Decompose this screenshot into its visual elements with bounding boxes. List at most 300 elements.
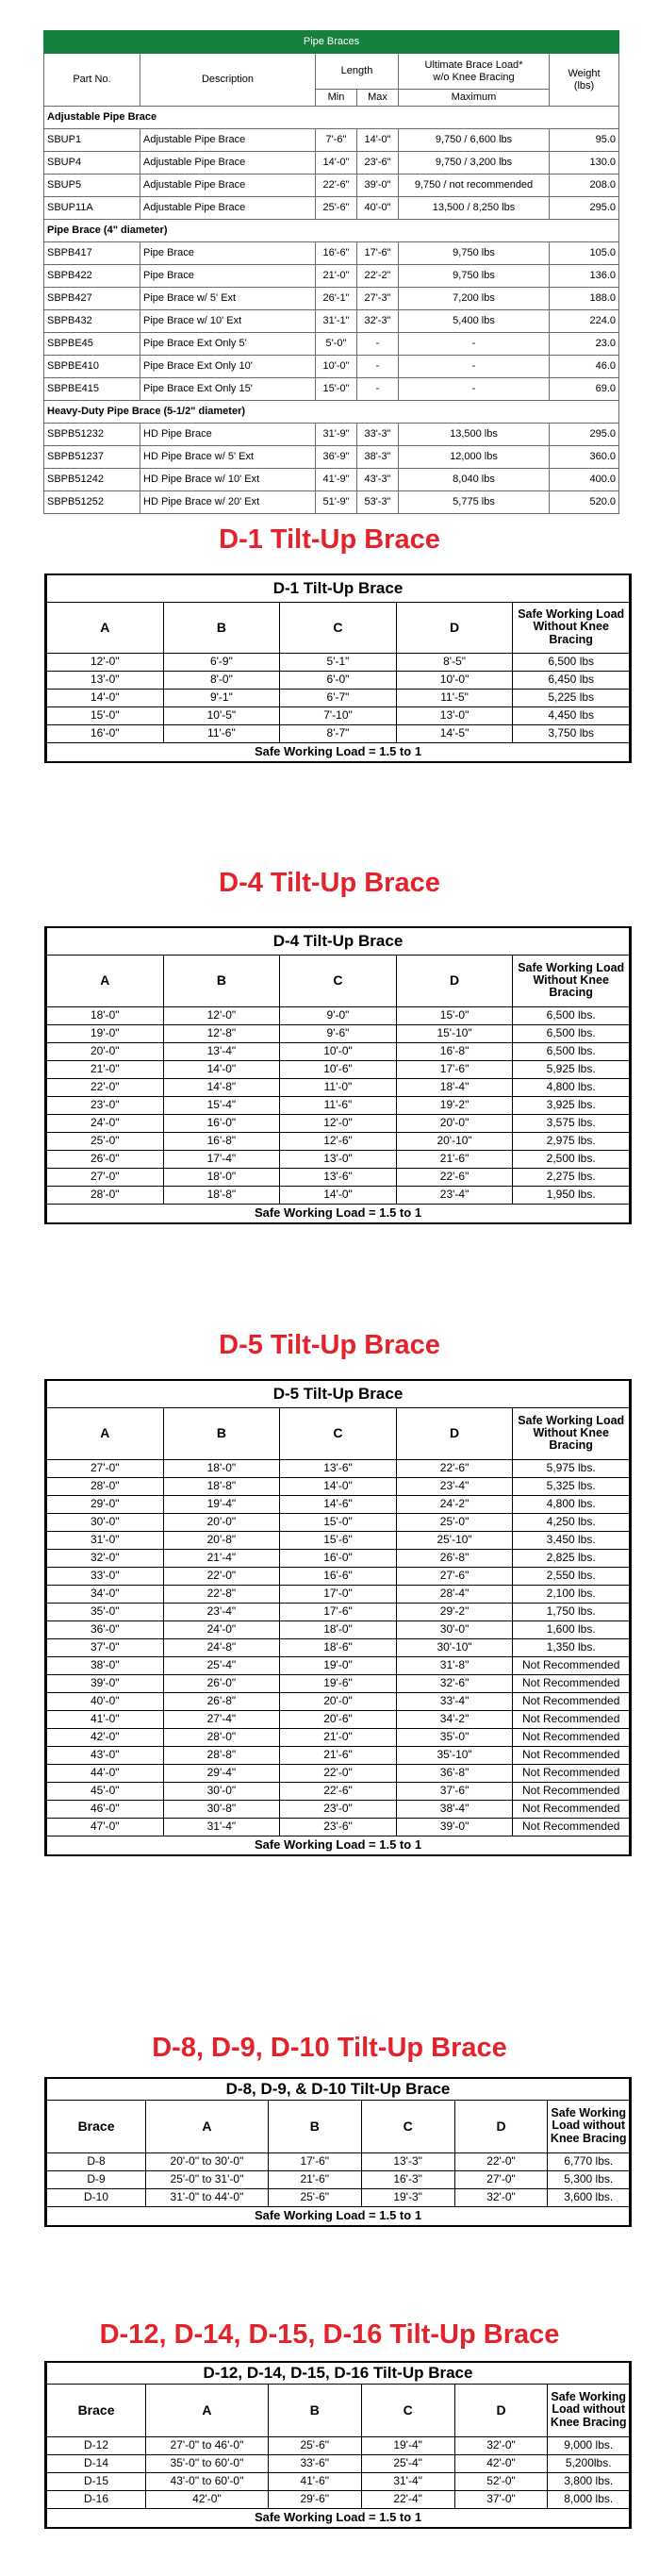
- table-cell: 12,000 lbs: [399, 446, 550, 469]
- table-cell: 42'-0": [454, 2454, 548, 2472]
- table-cell: 30'-10": [396, 1638, 513, 1656]
- table-cell: 53'-3": [357, 491, 399, 514]
- table-cell: 6'-7": [280, 689, 397, 706]
- table-cell: 20'-0": [396, 1114, 513, 1132]
- d12-footer: Safe Working Load = 1.5 to 1: [47, 2508, 630, 2527]
- table-row: [47, 2436, 630, 2454]
- header-description: Description: [140, 54, 316, 107]
- d12-table: [44, 2361, 632, 2529]
- table-cell: 13'-6": [280, 1459, 397, 1477]
- table-row: [47, 1042, 630, 1060]
- table-cell: 35'-0": [47, 1603, 164, 1620]
- table-cell: 22'-0": [454, 2152, 548, 2170]
- d8-table-title: D-8, D-9, & D-10 Tilt-Up Brace: [47, 2079, 630, 2100]
- d1-footer: Safe Working Load = 1.5 to 1: [47, 742, 630, 761]
- table-cell: 6,450 lbs: [513, 671, 630, 689]
- table-cell: 31'-0": [47, 1531, 164, 1549]
- table-cell: SBPB51242: [44, 469, 140, 491]
- table-cell: D-15: [47, 2472, 146, 2490]
- table-row: [44, 469, 619, 491]
- table-cell: 5,925 lbs.: [513, 1060, 630, 1078]
- table-cell: 27'-6": [396, 1567, 513, 1585]
- table-cell: 34'-0": [47, 1585, 164, 1603]
- table-cell: 46.0: [550, 356, 619, 378]
- table-cell: 13,500 / 8,250 lbs: [399, 197, 550, 220]
- d1-col-d: D: [396, 602, 513, 653]
- table-cell: -: [399, 333, 550, 356]
- table-cell: 95.0: [550, 129, 619, 152]
- table-cell: HD Pipe Brace w/ 5' Ext: [140, 446, 316, 469]
- table-cell: 5,325 lbs.: [513, 1477, 630, 1495]
- table-cell: 52'-0": [454, 2472, 548, 2490]
- table-cell: 18'-6": [280, 1638, 397, 1656]
- table-cell: 24'-2": [396, 1495, 513, 1513]
- table-cell: 20'-0": [280, 1692, 397, 1710]
- table-cell: 9,750 / not recommended: [399, 175, 550, 197]
- table-cell: 8,040 lbs: [399, 469, 550, 491]
- table-cell: 15'-6": [280, 1531, 397, 1549]
- table-cell: 18'-0": [163, 1459, 280, 1477]
- table-cell: 3,750 lbs: [513, 724, 630, 742]
- table-cell: 37'-0": [454, 2490, 548, 2508]
- pipe-section-title: Adjustable Pipe Brace: [44, 107, 619, 129]
- table-cell: 16'-0": [280, 1549, 397, 1567]
- table-cell: 23'-4": [396, 1477, 513, 1495]
- table-cell: 51'-9": [316, 491, 357, 514]
- pipe-braces-table: [43, 30, 619, 514]
- table-row: [47, 2170, 630, 2188]
- table-cell: 47'-0": [47, 1818, 164, 1836]
- d8-heading: D-8, D-9, D-10 Tilt-Up Brace: [152, 2033, 507, 2063]
- table-cell: 24'-0": [163, 1620, 280, 1638]
- table-cell: 2,825 lbs.: [513, 1549, 630, 1567]
- table-cell: 41'-6": [268, 2472, 361, 2490]
- d1-col-swl: Safe Working Load Without Knee Bracing: [513, 602, 630, 653]
- table-cell: 1,350 lbs.: [513, 1638, 630, 1656]
- header-ultimate-line1: Ultimate Brace Load*: [424, 59, 523, 72]
- d12-table-body: [47, 2436, 630, 2508]
- table-cell: 30'-0": [396, 1620, 513, 1638]
- table-row: [47, 2454, 630, 2472]
- table-cell: 29'-6": [268, 2490, 361, 2508]
- d5-table-title: D-5 Tilt-Up Brace: [47, 1381, 630, 1407]
- table-cell: 46'-0": [47, 1800, 164, 1818]
- table-cell: 39'-0": [357, 175, 399, 197]
- table-cell: 31'-4": [361, 2472, 454, 2490]
- table-cell: SBPB51252: [44, 491, 140, 514]
- table-cell: HD Pipe Brace w/ 10' Ext: [140, 469, 316, 491]
- header-min: Min: [316, 90, 357, 107]
- d1-table: [44, 573, 632, 763]
- table-cell: 34'-2": [396, 1710, 513, 1728]
- pipe-braces-banner: Pipe Braces: [44, 31, 619, 54]
- table-cell: 14'-0": [357, 129, 399, 152]
- table-row: [44, 424, 619, 446]
- table-cell: 14'-8": [163, 1078, 280, 1096]
- table-row: [47, 1114, 630, 1132]
- table-cell: 12'-0": [280, 1114, 397, 1132]
- table-cell: 2,275 lbs.: [513, 1168, 630, 1186]
- table-cell: Adjustable Pipe Brace: [140, 175, 316, 197]
- table-cell: 3,925 lbs.: [513, 1096, 630, 1114]
- table-cell: 15'-0": [280, 1513, 397, 1531]
- table-cell: 21'-6": [280, 1746, 397, 1764]
- table-cell: 400.0: [550, 469, 619, 491]
- table-row: [44, 129, 619, 152]
- table-cell: Not Recommended: [513, 1728, 630, 1746]
- table-cell: 14'-5": [396, 724, 513, 742]
- table-row: [44, 242, 619, 265]
- table-cell: 33'-3": [357, 424, 399, 446]
- table-cell: 6,500 lbs.: [513, 1024, 630, 1042]
- table-row: [47, 1620, 630, 1638]
- table-cell: 9,750 / 6,600 lbs: [399, 129, 550, 152]
- table-row: [47, 1728, 630, 1746]
- table-cell: Pipe Brace: [140, 265, 316, 288]
- table-cell: 44'-0": [47, 1764, 164, 1782]
- d12-table-title: D-12, D-14, D-15, D-16 Tilt-Up Brace: [47, 2363, 630, 2384]
- table-cell: 9,750 / 3,200 lbs: [399, 152, 550, 175]
- table-cell: 20'-8": [163, 1531, 280, 1549]
- table-cell: 21'-4": [163, 1549, 280, 1567]
- table-cell: 13'-6": [280, 1168, 397, 1186]
- table-cell: 22'-0": [280, 1764, 397, 1782]
- table-cell: 5,300 lbs.: [548, 2170, 630, 2188]
- table-row: [47, 1818, 630, 1836]
- table-row: [47, 1603, 630, 1620]
- table-cell: 21'-6": [268, 2170, 361, 2188]
- table-row: [44, 288, 619, 310]
- table-row: [47, 1800, 630, 1818]
- table-cell: HD Pipe Brace w/ 20' Ext: [140, 491, 316, 514]
- table-cell: 25'-6": [268, 2188, 361, 2206]
- table-cell: 17'-4": [163, 1150, 280, 1168]
- table-cell: 3,575 lbs.: [513, 1114, 630, 1132]
- table-cell: D-16: [47, 2490, 146, 2508]
- table-cell: 520.0: [550, 491, 619, 514]
- table-cell: 5'-0": [316, 333, 357, 356]
- table-row: [47, 2472, 630, 2490]
- table-cell: SBPBE45: [44, 333, 140, 356]
- table-cell: 130.0: [550, 152, 619, 175]
- table-cell: 31'-0" to 44'-0": [146, 2188, 269, 2206]
- table-cell: 2,975 lbs.: [513, 1132, 630, 1150]
- table-cell: 19'-4": [163, 1495, 280, 1513]
- table-cell: 26'-0": [163, 1674, 280, 1692]
- table-cell: 8'-0": [163, 671, 280, 689]
- table-cell: -: [357, 356, 399, 378]
- table-cell: 9,750 lbs: [399, 265, 550, 288]
- header-maximum: Maximum: [399, 90, 550, 107]
- table-cell: 33'-4": [396, 1692, 513, 1710]
- table-cell: SBUP4: [44, 152, 140, 175]
- table-cell: SBPB51232: [44, 424, 140, 446]
- table-cell: 8'-5": [396, 653, 513, 671]
- table-cell: 31'-9": [316, 424, 357, 446]
- d5-col-swl: Safe Working Load Without Knee Bracing: [513, 1407, 630, 1459]
- d5-col-d: D: [396, 1407, 513, 1459]
- table-row: [47, 1710, 630, 1728]
- table-cell: 23'-4": [396, 1186, 513, 1204]
- table-row: [47, 1674, 630, 1692]
- d12-heading: D-12, D-14, D-15, D-16 Tilt-Up Brace: [99, 2319, 560, 2350]
- table-row: [47, 1459, 630, 1477]
- d4-col-swl: Safe Working Load Without Knee Bracing: [513, 955, 630, 1006]
- table-cell: 32'-3": [357, 310, 399, 333]
- d8-table-body: [47, 2152, 630, 2206]
- table-cell: 15'-0": [396, 1006, 513, 1024]
- table-cell: Pipe Brace w/ 5' Ext: [140, 288, 316, 310]
- d8-col-brace: Brace: [47, 2100, 146, 2152]
- table-row: [44, 310, 619, 333]
- table-cell: 25'-6": [268, 2436, 361, 2454]
- d5-table: [44, 1379, 632, 1856]
- table-cell: 1,600 lbs.: [513, 1620, 630, 1638]
- table-cell: D-12: [47, 2436, 146, 2454]
- d4-table-body: [47, 1006, 630, 1204]
- table-cell: 17'-6": [396, 1060, 513, 1078]
- table-cell: 38'-0": [47, 1656, 164, 1674]
- table-row: [47, 1585, 630, 1603]
- table-cell: 5,225 lbs: [513, 689, 630, 706]
- table-cell: 8'-7": [280, 724, 397, 742]
- table-row: [47, 1513, 630, 1531]
- d1-table-title: D-1 Tilt-Up Brace: [47, 575, 630, 602]
- table-cell: 29'-0": [47, 1495, 164, 1513]
- table-row: [47, 1495, 630, 1513]
- table-row: [47, 1782, 630, 1800]
- table-cell: 16'-0": [47, 724, 164, 742]
- table-row: [47, 1006, 630, 1024]
- table-cell: 5,775 lbs: [399, 491, 550, 514]
- d5-col-c: C: [280, 1407, 397, 1459]
- table-cell: 23'-0": [47, 1096, 164, 1114]
- header-weight: [550, 54, 619, 107]
- table-cell: 19'-0": [280, 1656, 397, 1674]
- table-cell: Not Recommended: [513, 1746, 630, 1764]
- table-cell: 22'-6": [316, 175, 357, 197]
- d12-col-b: B: [268, 2384, 361, 2436]
- d12-col-c: C: [361, 2384, 454, 2436]
- table-row: [47, 1186, 630, 1204]
- table-cell: 16'-6": [280, 1567, 397, 1585]
- pipe-section-title: Pipe Brace (4" diameter): [44, 220, 619, 242]
- table-cell: 15'-0": [316, 378, 357, 401]
- table-cell: 2,500 lbs.: [513, 1150, 630, 1168]
- table-cell: 27'-3": [357, 288, 399, 310]
- d5-col-a: A: [47, 1407, 164, 1459]
- table-cell: 25'-6": [316, 197, 357, 220]
- table-cell: 19'-6": [280, 1674, 397, 1692]
- table-row: [47, 1078, 630, 1096]
- d1-col-a: A: [47, 602, 164, 653]
- table-cell: 11'-6": [163, 724, 280, 742]
- table-cell: 40'-0": [357, 197, 399, 220]
- table-cell: 31'-8": [396, 1656, 513, 1674]
- table-cell: 24'-8": [163, 1638, 280, 1656]
- table-cell: 40'-0": [47, 1692, 164, 1710]
- table-row: [44, 333, 619, 356]
- d8-col-a: A: [146, 2100, 269, 2152]
- table-row: [44, 265, 619, 288]
- table-row: [47, 1746, 630, 1764]
- table-cell: 25'-0": [396, 1513, 513, 1531]
- table-row: [47, 689, 630, 706]
- table-cell: -: [399, 378, 550, 401]
- table-cell: 22'-4": [361, 2490, 454, 2508]
- table-row: [47, 1764, 630, 1782]
- table-cell: 35'-10": [396, 1746, 513, 1764]
- table-cell: 14'-0": [163, 1060, 280, 1078]
- table-cell: 17'-6": [280, 1603, 397, 1620]
- table-cell: 2,100 lbs.: [513, 1585, 630, 1603]
- table-cell: 45'-0": [47, 1782, 164, 1800]
- table-cell: 105.0: [550, 242, 619, 265]
- table-cell: 10'-0": [280, 1042, 397, 1060]
- table-row: [44, 378, 619, 401]
- table-cell: 1,950 lbs.: [513, 1186, 630, 1204]
- table-cell: 28'-0": [47, 1186, 164, 1204]
- table-cell: 10'-5": [163, 706, 280, 724]
- table-cell: 28'-8": [163, 1746, 280, 1764]
- d12-col-swl: Safe Working Load without Knee Bracing: [548, 2384, 630, 2436]
- d8-col-d: D: [454, 2100, 548, 2152]
- table-cell: 13'-4": [163, 1042, 280, 1060]
- d1-col-b: B: [163, 602, 280, 653]
- table-cell: 6,500 lbs.: [513, 1006, 630, 1024]
- d4-col-d: D: [396, 955, 513, 1006]
- table-cell: 19'-3": [361, 2188, 454, 2206]
- table-row: [47, 1567, 630, 1585]
- table-row: [47, 653, 630, 671]
- table-cell: 43'-0" to 60'-0": [146, 2472, 269, 2490]
- table-cell: 35'-0" to 60'-0": [146, 2454, 269, 2472]
- table-cell: 12'-6": [280, 1132, 397, 1150]
- table-cell: 4,800 lbs.: [513, 1078, 630, 1096]
- table-cell: 6,770 lbs.: [548, 2152, 630, 2170]
- table-cell: 20'-0": [163, 1513, 280, 1531]
- table-cell: 4,250 lbs.: [513, 1513, 630, 1531]
- table-cell: SBPB51237: [44, 446, 140, 469]
- table-cell: 23'-4": [163, 1603, 280, 1620]
- table-cell: 27'-0" to 46'-0": [146, 2436, 269, 2454]
- table-cell: 23'-0": [280, 1800, 397, 1818]
- table-cell: Pipe Brace Ext Only 10': [140, 356, 316, 378]
- table-cell: 18'-0": [280, 1620, 397, 1638]
- table-row: [44, 197, 619, 220]
- table-cell: 14'-0": [280, 1186, 397, 1204]
- table-cell: 26'-0": [47, 1150, 164, 1168]
- table-cell: 5,975 lbs.: [513, 1459, 630, 1477]
- table-cell: 23'-6": [280, 1818, 397, 1836]
- table-cell: 208.0: [550, 175, 619, 197]
- d4-col-a: A: [47, 955, 164, 1006]
- table-cell: 3,800 lbs.: [548, 2472, 630, 2490]
- table-cell: Adjustable Pipe Brace: [140, 197, 316, 220]
- d8-col-swl: Safe Working Load without Knee Bracing: [548, 2100, 630, 2152]
- table-row: [47, 1060, 630, 1078]
- table-cell: Pipe Brace: [140, 242, 316, 265]
- table-cell: SBPB427: [44, 288, 140, 310]
- table-cell: 188.0: [550, 288, 619, 310]
- table-cell: 11'-0": [280, 1078, 397, 1096]
- table-cell: 28'-0": [163, 1728, 280, 1746]
- table-cell: 33'-6": [268, 2454, 361, 2472]
- table-cell: Not Recommended: [513, 1710, 630, 1728]
- d1-table-body: [47, 653, 630, 742]
- table-cell: 36'-0": [47, 1620, 164, 1638]
- table-cell: 35'-0": [396, 1728, 513, 1746]
- table-cell: 5,400 lbs: [399, 310, 550, 333]
- table-cell: 20'-10": [396, 1132, 513, 1150]
- table-cell: 69.0: [550, 378, 619, 401]
- table-cell: 30'-8": [163, 1800, 280, 1818]
- table-row: [47, 1531, 630, 1549]
- table-cell: 14'-0": [316, 152, 357, 175]
- table-cell: 14'-0": [47, 689, 164, 706]
- table-cell: 25'-10": [396, 1531, 513, 1549]
- table-cell: 9,000 lbs.: [548, 2436, 630, 2454]
- table-row: [47, 1024, 630, 1042]
- table-cell: 9'-1": [163, 689, 280, 706]
- table-cell: 43'-0": [47, 1746, 164, 1764]
- d8-col-b: B: [268, 2100, 361, 2152]
- table-cell: 12'-0": [47, 653, 164, 671]
- table-cell: SBUP11A: [44, 197, 140, 220]
- table-cell: 20'-0" to 30'-0": [146, 2152, 269, 2170]
- table-cell: 14'-6": [280, 1495, 397, 1513]
- table-cell: 16'-3": [361, 2170, 454, 2188]
- d4-heading: D-4 Tilt-Up Brace: [219, 868, 440, 898]
- table-cell: 4,450 lbs: [513, 706, 630, 724]
- table-row: [47, 2152, 630, 2170]
- header-weight-line1: Weight: [568, 68, 601, 80]
- table-cell: 295.0: [550, 424, 619, 446]
- table-cell: 17'-6": [268, 2152, 361, 2170]
- table-cell: 26'-8": [396, 1549, 513, 1567]
- table-cell: D-14: [47, 2454, 146, 2472]
- d5-heading: D-5 Tilt-Up Brace: [219, 1330, 440, 1360]
- d12-col-brace: Brace: [47, 2384, 146, 2436]
- table-cell: 21'-0": [47, 1060, 164, 1078]
- pipe-section-title: Heavy-Duty Pipe Brace (5-1/2" diameter): [44, 401, 619, 424]
- d5-footer: Safe Working Load = 1.5 to 1: [47, 1836, 630, 1854]
- table-cell: Not Recommended: [513, 1692, 630, 1710]
- table-cell: 1,750 lbs.: [513, 1603, 630, 1620]
- table-cell: -: [399, 356, 550, 378]
- table-cell: 30'-0": [47, 1513, 164, 1531]
- table-cell: 22'-2": [357, 265, 399, 288]
- d4-col-c: C: [280, 955, 397, 1006]
- table-cell: 36'-9": [316, 446, 357, 469]
- table-cell: 32'-0": [454, 2188, 548, 2206]
- table-cell: 22'-0": [163, 1567, 280, 1585]
- header-ultimate-load: [399, 54, 550, 90]
- table-cell: D-9: [47, 2170, 146, 2188]
- table-cell: 3,600 lbs.: [548, 2188, 630, 2206]
- table-cell: 13'-3": [361, 2152, 454, 2170]
- table-cell: 10'-6": [280, 1060, 397, 1078]
- table-cell: 5,200lbs.: [548, 2454, 630, 2472]
- table-cell: 31'-1": [316, 310, 357, 333]
- table-cell: 22'-6": [280, 1782, 397, 1800]
- table-cell: 7,200 lbs: [399, 288, 550, 310]
- table-cell: 7'-10": [280, 706, 397, 724]
- d4-col-b: B: [163, 955, 280, 1006]
- table-cell: 25'-0": [47, 1132, 164, 1150]
- table-cell: 13,500 lbs: [399, 424, 550, 446]
- table-cell: 6'-0": [280, 671, 397, 689]
